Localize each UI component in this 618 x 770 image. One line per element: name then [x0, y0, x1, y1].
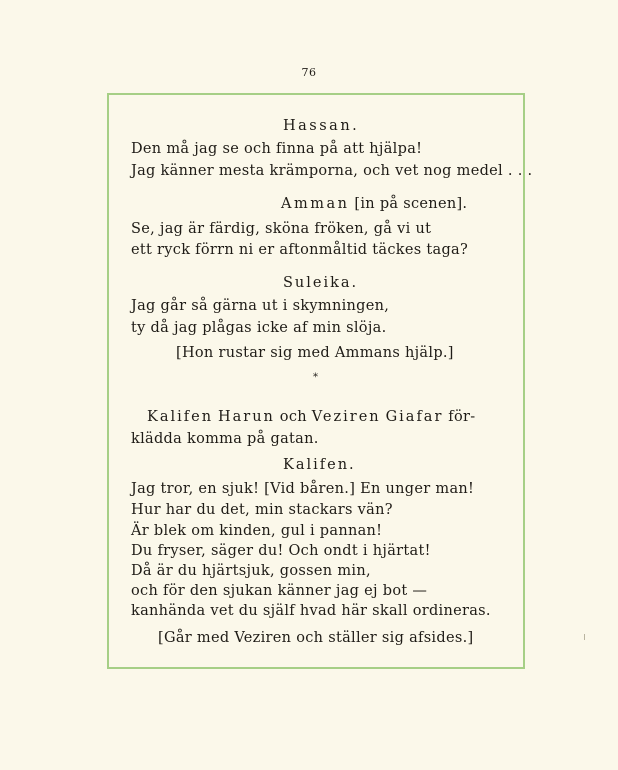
verse-line: Den må jag se och finna på att hjälpa!	[131, 141, 423, 157]
speaker-amman-name: Amman	[281, 196, 350, 212]
speaker-amman	[281, 195, 467, 213]
name-veziren: Veziren	[311, 409, 381, 425]
stage-direction: klädda komma på gatan.	[131, 431, 319, 447]
speaker-suleika: Suleika.	[283, 275, 359, 291]
verse-line: Då är du hjärtsjuk, gossen min,	[131, 563, 371, 579]
margin-mark	[584, 634, 585, 640]
verse-line: Jag känner mesta krämporna, och vet nog medel . . .	[131, 163, 533, 179]
scene-separator: *	[313, 372, 318, 383]
speaker-hassan: Hassan.	[283, 118, 360, 134]
name-kalifen: Kalifen	[147, 409, 214, 425]
stage-direction: Kalifen Harun och Veziren Giafar för-	[147, 409, 476, 425]
verse-line: ty då jag plågas icke af min slöja.	[131, 320, 387, 336]
page-number: 76	[301, 66, 317, 79]
name-harun: Harun	[217, 409, 275, 425]
verse-line: kanhända vet du själf hvad här skall ordineras.	[131, 603, 491, 619]
verse-line: Se, jag är färdig, sköna fröken, gå vi ut	[131, 221, 432, 237]
verse-line: Jag tror, en sjuk! [Vid båren.] En unger man!	[131, 481, 475, 497]
speaker-kalifen: Kalifen.	[283, 457, 356, 473]
verse-line: Hur har du det, min stackars vän?	[131, 502, 393, 518]
name-giafar: Giafar	[385, 409, 444, 425]
verse-line: och för den sjukan känner jag ej bot —	[131, 583, 428, 599]
verse-line: Du fryser, säger du! Och ondt i hjärtat!	[131, 543, 431, 559]
verse-line: Är blek om kinden, gul i pannan!	[131, 523, 383, 539]
stage-direction: [Går med Veziren och ställer sig afsides.]	[158, 630, 474, 646]
stage-direction: [Hon rustar sig med Ammans hjälp.]	[176, 345, 454, 361]
speaker-amman-direction: [in på scenen].	[354, 196, 468, 212]
verse-line: ett ryck förrn ni er aftonmåltid täckes taga?	[131, 242, 469, 258]
verse-line: Jag går så gärna ut i skymningen,	[131, 298, 390, 314]
